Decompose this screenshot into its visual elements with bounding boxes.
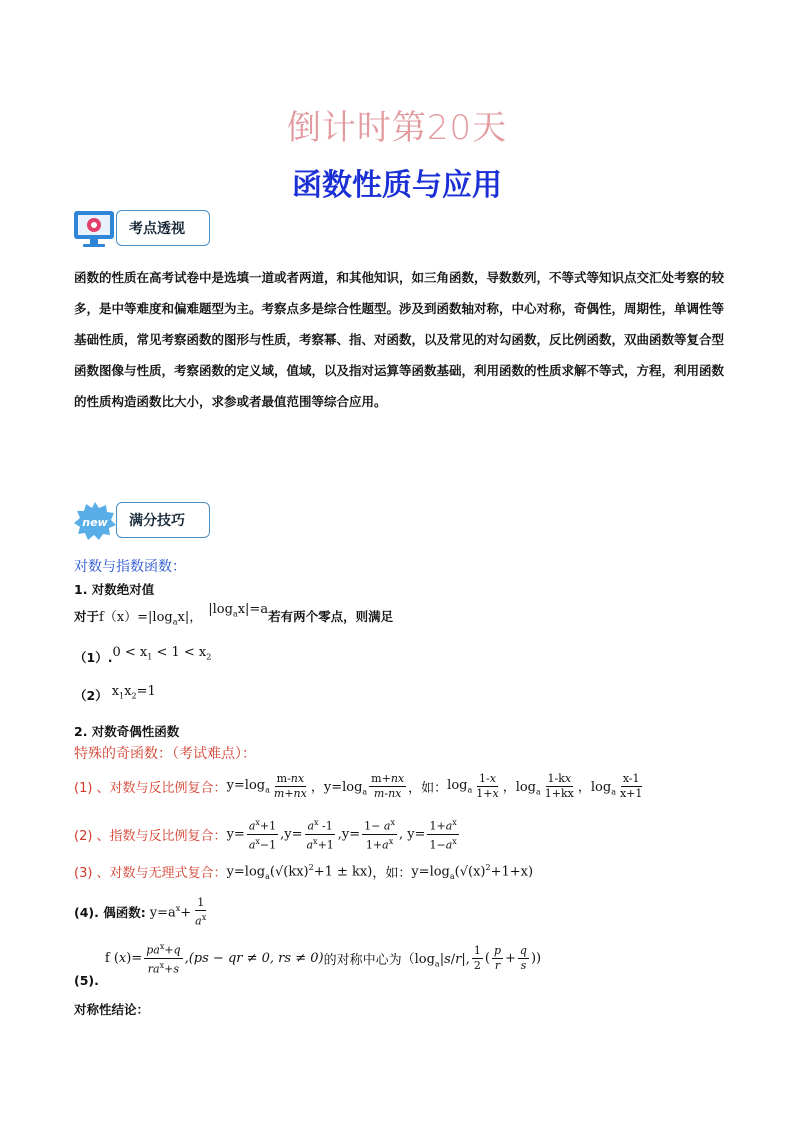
heading-log-parity: 2. 对数奇偶性函数 bbox=[74, 724, 180, 739]
new-badge-text: new bbox=[82, 516, 108, 529]
symmetry-center-formula: (5). f (x)= $\frac{pa^x+q}{ra^x+s}$ ,(ps − qr ≠ 0, rs ≠ 0) 的对称中心为 （$\log_a|s/r|$, $\frac{1}{2}$ ( $\frac{p}{r}$ + $\frac{q}{s}$ )) bbox=[74, 942, 542, 988]
log-abs-condition: 对于 $f(x)=|\log_ax|$， $|\log_ax|=a$ 若有两个零点，则满足 bbox=[74, 602, 394, 627]
monitor-gear-icon bbox=[72, 208, 118, 250]
symmetry-conclusion-heading: 对称性结论： bbox=[74, 1002, 150, 1017]
condition-2: （2） $x_1x_2=1$ bbox=[74, 683, 156, 703]
page-subtitle: 函数性质与应用 bbox=[292, 168, 502, 203]
section-header-exam-points bbox=[72, 208, 222, 250]
page-title: 倒计时第20天 bbox=[286, 108, 508, 148]
condition-1: （1）. $0 < x_1 < 1 < x_2$ bbox=[74, 644, 212, 665]
odd-exp-reciprocal: (2) 、指数与反比例复合： y= $\frac{a^x+1}{a^x-1}$ ,y= $\frac{a^x -1}{a^x+1}$ ,y= $\frac{1- a^x}{1+a^x}$ , y= $\frac{1+a^x}{1-a^x}$ bbox=[74, 818, 457, 852]
special-odd-heading: 特殊的奇函数：（考试难点）： bbox=[74, 746, 256, 762]
new-badge-icon bbox=[72, 500, 118, 542]
overview-paragraph: 函数的性质在高考试卷中是选填一道或者两道，和其他知识，如三角函数，导数数列，不等式等知识点交汇处考察的较多，是中等难度和偏难题型为主。考察点多是综合性题型。涉及到函数轴对称，中心对称，奇偶性，周期性，单调性等基础性质，常见考察函数的图形与性质，考察幂、指、对函数，以及常见的对勾函数，反比例函数，双曲函数等复合型函数图像与性质，考察函数的定义域，值域，以及指对运算等函数基础，利用函数的性质求解不等式，方程，利用函数的性质构造函数比大小，求参或者最值范围等综合应用。 bbox=[74, 270, 725, 409]
odd-log-reciprocal: (1) 、对数与反比例复合： $y=\log_a$ $\frac{m-nx}{m+nx}$ ，$y=\log_a$ $\frac{m+nx}{m-nx}$ ， 如： $\log_a$ $\frac{1-x}{1+x}$ ，$\log_a$ $\frac{1-kx}{1+kx}$ ，$\log_a$ $\frac{x-1}{x+1}$ bbox=[74, 772, 643, 800]
heading-log-abs: 1. 对数绝对值 bbox=[74, 582, 155, 597]
section-header-tips bbox=[72, 500, 222, 542]
intro-text: 对数与指数函数： bbox=[74, 559, 186, 575]
section-label: 满分技巧 bbox=[116, 502, 210, 538]
odd-log-irrational: (3) 、对数与无理式复合： $y=\log_a(√(kx)^2+1 \pm kx)$ ，如： $y=\log_a(√(x)^2+1+x)$ bbox=[74, 862, 534, 881]
section-label: 考点透视 bbox=[116, 210, 210, 246]
even-function: (4). 偶函数: $y=a^x+$ $\frac{1}{a^x}$ bbox=[74, 896, 207, 928]
